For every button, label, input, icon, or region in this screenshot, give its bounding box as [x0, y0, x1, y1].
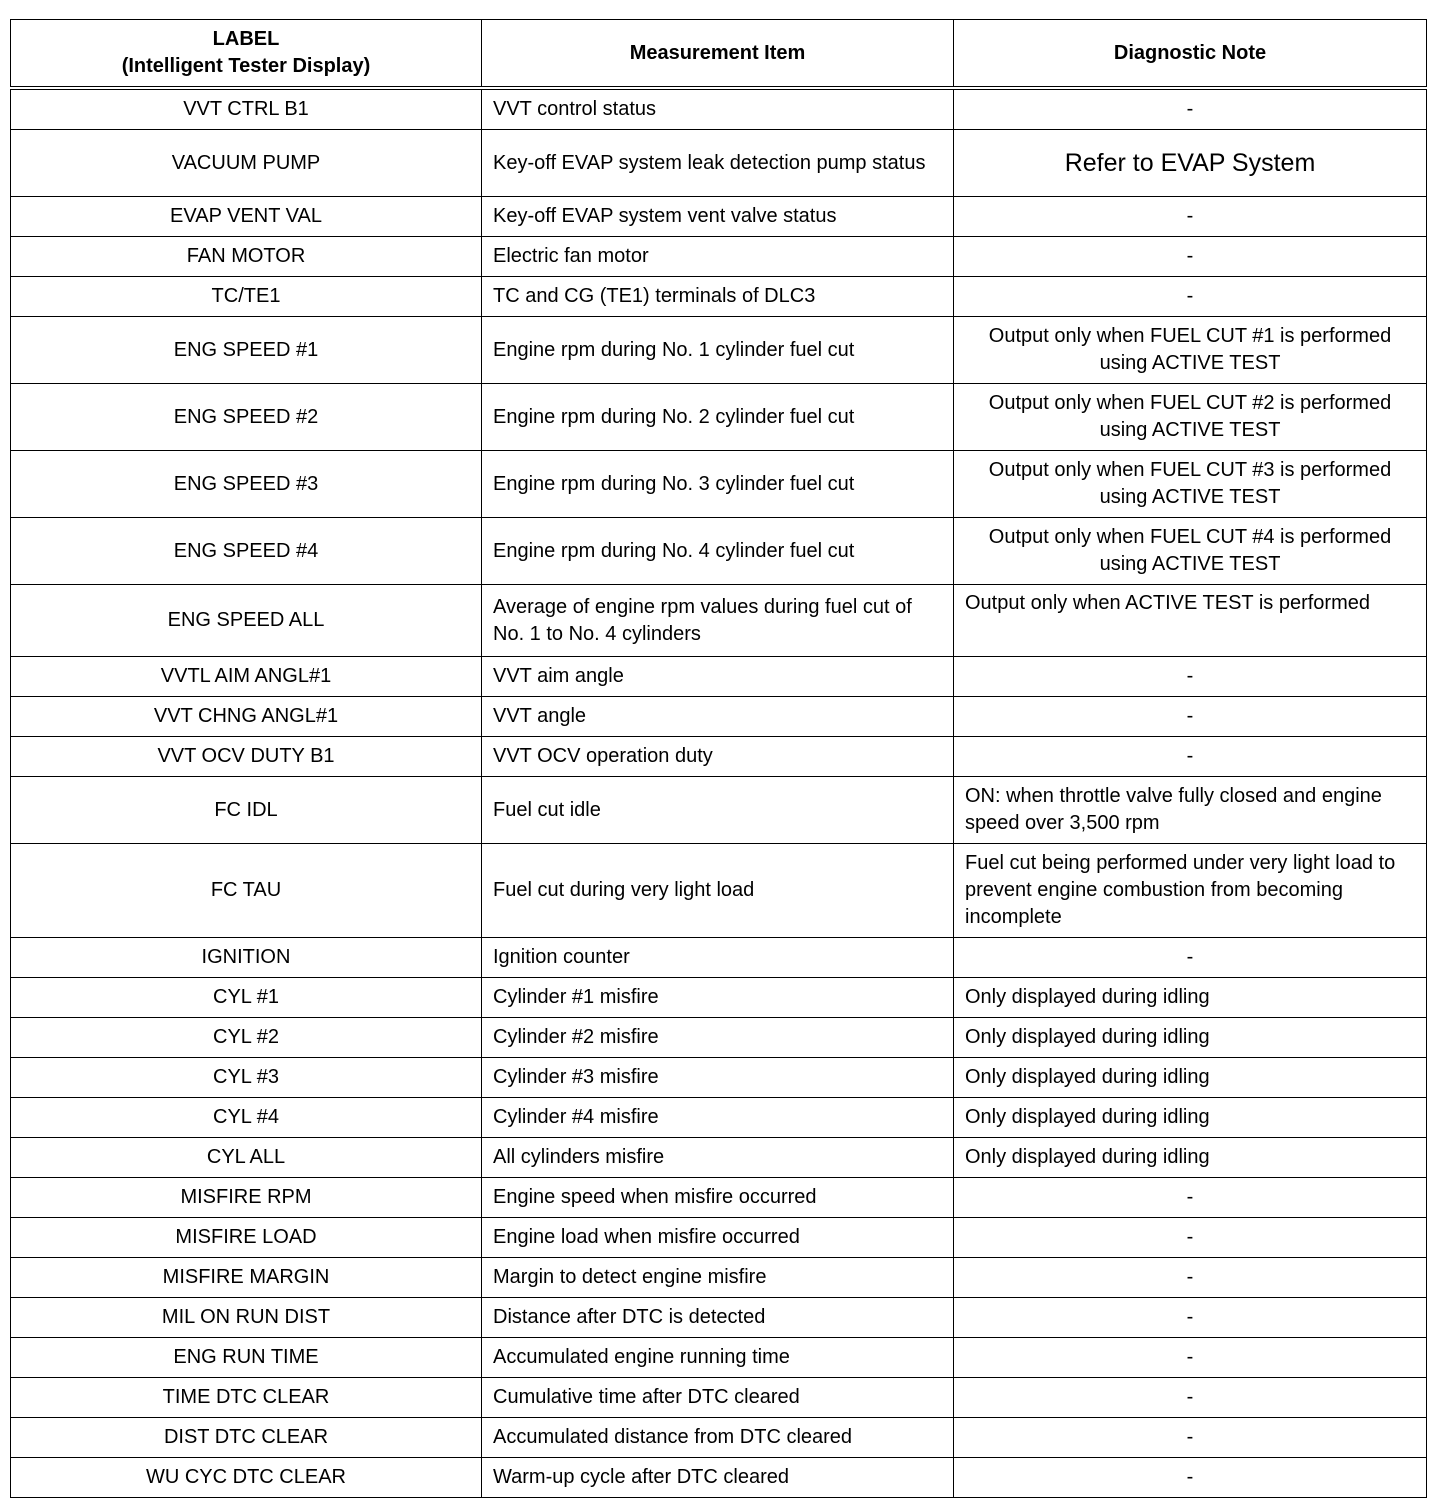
row-diagnostic-note: Only displayed during idling	[954, 1058, 1427, 1098]
row-label: MISFIRE LOAD	[11, 1218, 482, 1258]
row-measurement-item: Fuel cut idle	[482, 777, 954, 844]
row-label: VVTL AIM ANGL#1	[11, 657, 482, 697]
row-label: CYL #3	[11, 1058, 482, 1098]
document-page	[10, 19, 1427, 1498]
table-row	[11, 1258, 1427, 1298]
row-measurement-item: Cylinder #2 misfire	[482, 1018, 954, 1058]
row-measurement-item: VVT OCV operation duty	[482, 737, 954, 777]
row-label: VVT OCV DUTY B1	[11, 737, 482, 777]
table-row	[11, 657, 1427, 697]
header-measurement-item: Measurement Item	[482, 20, 954, 89]
row-diagnostic-note: Output only when FUEL CUT #4 is performed using ACTIVE TEST	[954, 518, 1427, 585]
table-row	[11, 451, 1427, 518]
table-row	[11, 1138, 1427, 1178]
row-diagnostic-note: -	[954, 697, 1427, 737]
header-label-line2: (Intelligent Tester Display)	[121, 55, 371, 77]
table-body	[11, 88, 1427, 1498]
row-label: ENG SPEED #4	[11, 518, 482, 585]
table-row	[11, 1098, 1427, 1138]
row-measurement-item: Warm-up cycle after DTC cleared	[482, 1458, 954, 1498]
row-measurement-item: Cylinder #3 misfire	[482, 1058, 954, 1098]
table-row	[11, 737, 1427, 777]
row-diagnostic-note: -	[954, 1378, 1427, 1418]
row-label: TC/TE1	[11, 277, 482, 317]
row-diagnostic-note: Output only when FUEL CUT #2 is performed using ACTIVE TEST	[954, 384, 1427, 451]
row-diagnostic-note: -	[954, 1338, 1427, 1378]
row-label: DIST DTC CLEAR	[11, 1418, 482, 1458]
table-row	[11, 1458, 1427, 1498]
row-label: MISFIRE MARGIN	[11, 1258, 482, 1298]
row-label: IGNITION	[11, 938, 482, 978]
row-measurement-item: Engine rpm during No. 4 cylinder fuel cut	[482, 518, 954, 585]
row-diagnostic-note: ON: when throttle valve fully closed and engine speed over 3,500 rpm	[954, 777, 1427, 844]
table-row	[11, 777, 1427, 844]
row-label: CYL ALL	[11, 1138, 482, 1178]
table-row	[11, 1378, 1427, 1418]
table-row	[11, 585, 1427, 657]
data-list-table	[10, 19, 1427, 1498]
row-label: VVT CHNG ANGL#1	[11, 697, 482, 737]
row-measurement-item: TC and CG (TE1) terminals of DLC3	[482, 277, 954, 317]
row-measurement-item: VVT aim angle	[482, 657, 954, 697]
row-label: ENG RUN TIME	[11, 1338, 482, 1378]
table-row	[11, 277, 1427, 317]
row-diagnostic-note: Refer to EVAP System	[954, 130, 1427, 197]
row-measurement-item: Cumulative time after DTC cleared	[482, 1378, 954, 1418]
row-label: CYL #2	[11, 1018, 482, 1058]
row-label: MIL ON RUN DIST	[11, 1298, 482, 1338]
row-label: VACUUM PUMP	[11, 130, 482, 197]
row-diagnostic-note: -	[954, 88, 1427, 130]
table-row	[11, 978, 1427, 1018]
row-measurement-item: Engine rpm during No. 3 cylinder fuel cut	[482, 451, 954, 518]
row-label: EVAP VENT VAL	[11, 197, 482, 237]
row-label: WU CYC DTC CLEAR	[11, 1458, 482, 1498]
row-diagnostic-note: -	[954, 197, 1427, 237]
row-diagnostic-note: -	[954, 737, 1427, 777]
row-diagnostic-note: -	[954, 277, 1427, 317]
row-measurement-item: Margin to detect engine misfire	[482, 1258, 954, 1298]
table-row	[11, 1178, 1427, 1218]
row-measurement-item: Engine rpm during No. 2 cylinder fuel cut	[482, 384, 954, 451]
row-diagnostic-note: -	[954, 237, 1427, 277]
table-row	[11, 518, 1427, 585]
row-diagnostic-note: Output only when ACTIVE TEST is performed	[954, 585, 1427, 657]
row-diagnostic-note: Output only when FUEL CUT #1 is performed using ACTIVE TEST	[954, 317, 1427, 384]
row-measurement-item: Engine speed when misfire occurred	[482, 1178, 954, 1218]
table-row	[11, 130, 1427, 197]
row-diagnostic-note: Only displayed during idling	[954, 1098, 1427, 1138]
row-label: CYL #1	[11, 978, 482, 1018]
row-measurement-item: All cylinders misfire	[482, 1138, 954, 1178]
table-row	[11, 697, 1427, 737]
header-label	[11, 20, 482, 89]
row-diagnostic-note: Output only when FUEL CUT #3 is performed using ACTIVE TEST	[954, 451, 1427, 518]
row-label: MISFIRE RPM	[11, 1178, 482, 1218]
header-label-line1: LABEL	[212, 28, 280, 50]
table-row	[11, 938, 1427, 978]
row-diagnostic-note: Fuel cut being performed under very light load to prevent engine combustion from becoming incomplete	[954, 844, 1427, 938]
row-label: CYL #4	[11, 1098, 482, 1138]
table-row	[11, 88, 1427, 130]
row-measurement-item: Cylinder #4 misfire	[482, 1098, 954, 1138]
row-label: ENG SPEED ALL	[11, 585, 482, 657]
table-row	[11, 1218, 1427, 1258]
row-label: FC TAU	[11, 844, 482, 938]
row-label: VVT CTRL B1	[11, 88, 482, 130]
table-row	[11, 1298, 1427, 1338]
table-row	[11, 317, 1427, 384]
row-measurement-item: Distance after DTC is detected	[482, 1298, 954, 1338]
row-measurement-item: Electric fan motor	[482, 237, 954, 277]
row-measurement-item: Key-off EVAP system vent valve status	[482, 197, 954, 237]
table-row	[11, 1418, 1427, 1458]
row-measurement-item: Engine load when misfire occurred	[482, 1218, 954, 1258]
row-measurement-item: VVT control status	[482, 88, 954, 130]
row-label: ENG SPEED #1	[11, 317, 482, 384]
row-measurement-item: VVT angle	[482, 697, 954, 737]
table-row	[11, 844, 1427, 938]
header-diagnostic-note: Diagnostic Note	[954, 20, 1427, 89]
row-label: TIME DTC CLEAR	[11, 1378, 482, 1418]
row-diagnostic-note: Only displayed during idling	[954, 978, 1427, 1018]
table-row	[11, 237, 1427, 277]
table-row	[11, 384, 1427, 451]
row-label: FAN MOTOR	[11, 237, 482, 277]
row-diagnostic-note: -	[954, 938, 1427, 978]
row-label: FC IDL	[11, 777, 482, 844]
table-row	[11, 1058, 1427, 1098]
row-measurement-item: Fuel cut during very light load	[482, 844, 954, 938]
row-label: ENG SPEED #3	[11, 451, 482, 518]
row-diagnostic-note: -	[954, 1298, 1427, 1338]
row-measurement-item: Ignition counter	[482, 938, 954, 978]
row-diagnostic-note: -	[954, 1258, 1427, 1298]
table-header-row	[11, 20, 1427, 89]
row-measurement-item: Engine rpm during No. 1 cylinder fuel cut	[482, 317, 954, 384]
row-measurement-item: Average of engine rpm values during fuel cut of No. 1 to No. 4 cylinders	[482, 585, 954, 657]
row-measurement-item: Accumulated distance from DTC cleared	[482, 1418, 954, 1458]
row-measurement-item: Key-off EVAP system leak detection pump status	[482, 130, 954, 197]
row-diagnostic-note: -	[954, 657, 1427, 697]
row-diagnostic-note: Only displayed during idling	[954, 1138, 1427, 1178]
table-row	[11, 1338, 1427, 1378]
row-diagnostic-note: Only displayed during idling	[954, 1018, 1427, 1058]
row-diagnostic-note: -	[954, 1458, 1427, 1498]
row-label: ENG SPEED #2	[11, 384, 482, 451]
row-measurement-item: Accumulated engine running time	[482, 1338, 954, 1378]
row-diagnostic-note: -	[954, 1218, 1427, 1258]
table-row	[11, 1018, 1427, 1058]
row-diagnostic-note: -	[954, 1178, 1427, 1218]
table-row	[11, 197, 1427, 237]
row-diagnostic-note: -	[954, 1418, 1427, 1458]
row-measurement-item: Cylinder #1 misfire	[482, 978, 954, 1018]
